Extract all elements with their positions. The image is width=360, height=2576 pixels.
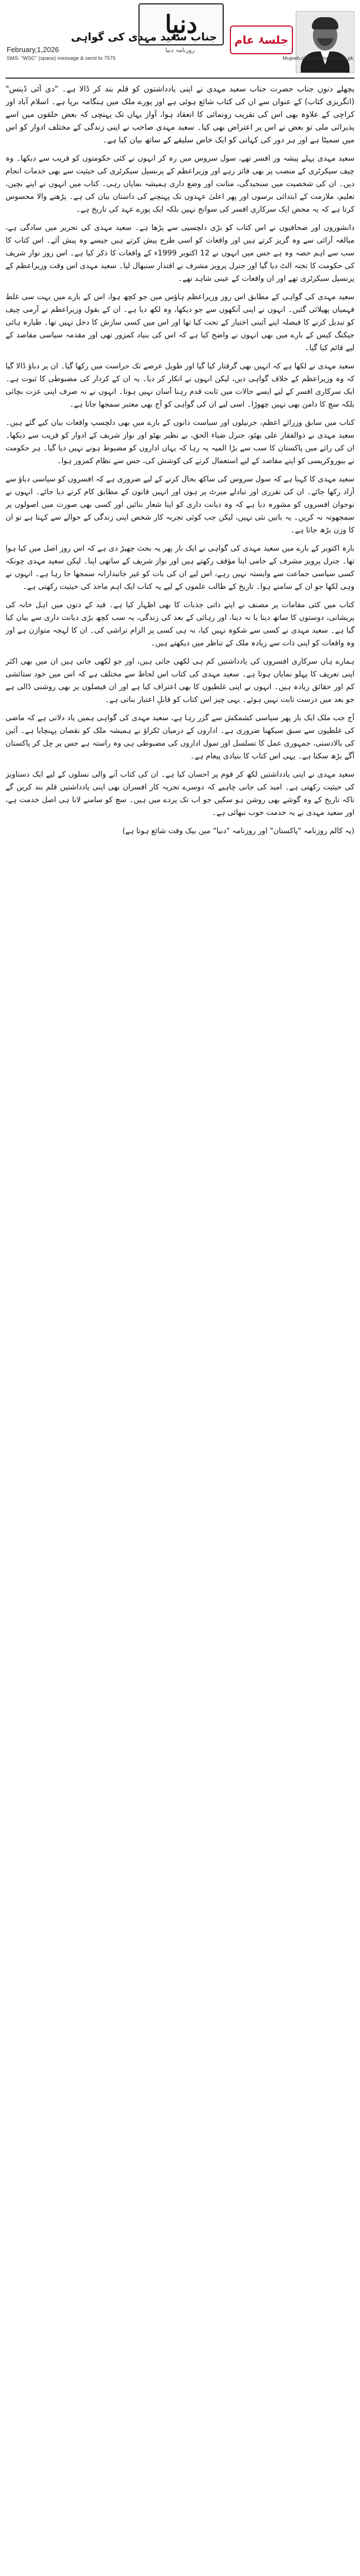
article-paragraph: پچھلے دنوں جناب حضرت جناب سعید مہدی نے اپنی یادداشتوں کو قلم بند کر ڈالا ہے۔ "دی آئی ڈینس" (انگریزی کتاب) کے عنوان سے ان کی کتاب شائع ہوئی ہے اور پورے ملک میں ہنگامہ برپا ہے۔ اسلام آباد اور کراچی کے علاوہ بھی اس کی تقریب رونمائی کا انعقاد ہوا، آواز یہاں تک پہنچی کہ بعض حلقوں میں اسے پذیرائی ملی تو بعض نے اس پر اعتراض بھی کیا۔ سعید مہدی صاحب نے اپنی زندگی کے مختلف ادوار کو اس میں سمیٹا ہے اور ہر دور کی کہانی کو ایک خاص سلیقے کے ساتھ بیان کیا ہے۔ — [6, 85, 354, 145]
article-paragraph: بارہ اکتوبر کے بارے میں سعید مہدی کی گواہی نے ایک بار پھر یہ بحث چھیڑ دی ہے کہ اس روز اصل میں کیا ہوا تھا۔ جنرل پرویز مشرف کے حامی اپنا مؤقف رکھتے ہیں اور نواز شریف کے ساتھی اپنا۔ لیکن سعید مہدی چونکہ کسی سیاسی جماعت سے وابستہ نہیں رہے، اس لیے ان کی بات کو غیر جانبدارانہ سمجھا جا رہا ہے۔ انہوں نے وہی لکھا جو ان کے سامنے ہوا۔ تاریخ کے طالب علموں کے لیے یہ کتاب ایک اہم ماخذ کی حیثیت رکھتی ہے۔ — [6, 544, 354, 591]
article-paragraph: کتاب میں کئی مقامات پر مصنف نے اپنے ذاتی جذبات کا بھی اظہار کیا ہے۔ قید کے دنوں میں اہل خانہ کی پریشانی، دوستوں کا ساتھ دینا یا نہ دینا، اور رہائی کے بعد کی زندگی، یہ سب کچھ بڑی دیانت داری سے بیان کیا گیا ہے۔ سعید مہدی نے کسی سے شکوہ نہیں کیا، نہ ہی کسی پر الزام تراشی کی۔ ان کا لہجہ متوازن ہے اور وہ واقعات کو اپنی ذات سے زیادہ ملک کے تناظر میں دیکھتے ہیں۔ — [6, 601, 354, 648]
article-paragraph: کتاب میں سابق وزرائے اعظم، جرنیلوں اور سیاست دانوں کے بارے میں بھی دلچسپ واقعات بیان کیے گئے ہیں۔ سعید مہدی نے ذوالفقار علی بھٹو، جنرل ضیاء الحق، بے نظیر بھٹو اور نواز شریف کے ادوار کو قریب سے دیکھا۔ ان کی رائے میں پاکستان کا سب سے بڑا المیہ یہ رہا کہ یہاں اداروں کو مضبوط ہونے نہیں دیا گیا۔ ہر حکومت نے بیوروکریسی کو اپنے مقاصد کے لیے استعمال کرنے کی کوشش کی، جس سے نظام کمزور ہوا۔ — [6, 418, 354, 465]
column-masthead — [0, 0, 360, 83]
article-paragraph: ہمارے ہاں سرکاری افسروں کی یادداشتیں کم ہی لکھی جاتی ہیں، اور جو لکھی جاتی ہیں ان میں بھی اکثر اپنی تعریف کا پہلو نمایاں ہوتا ہے۔ سعید مہدی کی کتاب اس لحاظ سے مختلف ہے کہ اس میں خود ستائشی کم اور حقائق زیادہ ہیں۔ انہوں نے اپنی غلطیوں کا بھی اعتراف کیا ہے اور ان فیصلوں پر بھی روشنی ڈالی ہے جو بعد میں درست ثابت نہیں ہوئے۔ یہی چیز اس کتاب کو قابلِ اعتبار بناتی ہے۔ — [6, 657, 354, 704]
article-body — [6, 83, 354, 2570]
article-paragraph: سعید مہدی پہلے پیشہ ور افسر تھے، سول سروس میں رہ کر انہوں نے کئی حکومتوں کو قریب سے دیکھا۔ وہ چیف سیکرٹری کے منصب پر بھی فائز رہے اور وزیراعظم کے پرنسپل سیکرٹری کی حیثیت سے بھی خدمات انجام دیں۔ ان کی شخصیت میں سنجیدگی، متانت اور وضع داری ہمیشہ نمایاں رہی۔ کتاب میں انہوں نے اپنے بچپن، تعلیم، ملازمت کے ابتدائی برسوں اور پھر اعلیٰ عہدوں تک پہنچنے کی داستان بیان کی ہے۔ پڑھنے والا محسوس کرتا ہے کہ یہ محض ایک سرکاری افسر کی سوانح نہیں بلکہ ایک پورے عہد کی تاریخ ہے۔ — [6, 154, 354, 214]
article-paragraph: سعید مہدی نے لکھا ہے کہ انہیں بھی گرفتار کیا گیا اور طویل عرصے تک حراست میں رکھا گیا۔ ان پر دباؤ ڈالا گیا کہ وہ وزیراعظم کے خلاف گواہی دیں، لیکن انہوں نے انکار کر دیا۔ یہ ان کے کردار کی مضبوطی کا ثبوت ہے۔ ایک سرکاری افسر کے لیے ایسے حالات میں ثابت قدم رہنا آسان نہیں ہوتا۔ انہوں نے نہ صرف اپنی عزت بچائی بلکہ سچ کا دامن بھی نہیں چھوڑا۔ اسی لیے ان کی گواہی کو آج بھی معتبر سمجھا جاتا ہے۔ — [6, 362, 354, 409]
article-paragraph: آج جب ملک ایک بار پھر سیاسی کشمکش سے گزر رہا ہے، سعید مہدی کی گواہی ہمیں یاد دلاتی ہے کہ ماضی کی غلطیوں سے سبق سیکھنا ضروری ہے۔ اداروں کے درمیان ٹکراؤ نے ہمیشہ ملک کو نقصان پہنچایا ہے۔ آئین کی بالادستی، جمہوری عمل کا تسلسل اور سول اداروں کی مضبوطی ہی وہ راستہ ہے جس پر چل کر پاکستان آگے بڑھ سکتا ہے۔ یہی اس کتاب کا بنیادی پیغام ہے۔ — [6, 714, 354, 761]
logo-wordmark: دنیا — [164, 10, 198, 39]
column-title: جناب سعید مہدی کی گواہی — [71, 31, 217, 43]
sms-instructions: SMS: "WSC" (space) message & send to 7575 — [7, 55, 116, 61]
article-footer-note: (یہ کالم روزنامہ "پاکستان" اور روزنامہ "دنیا" میں بیک وقت شائع ہوتا ہے) — [122, 827, 354, 835]
column-brand-badge: جلسۂ عام — [230, 25, 293, 54]
article-paragraph: سعید مہدی نے اپنی یادداشتیں لکھ کر قوم پر احسان کیا ہے۔ ان کی کتاب آنے والی نسلوں کے لیے ایک دستاویز کی حیثیت رکھتی ہے۔ امید کی جانی چاہیے کہ دوسرے تجربہ کار افسران بھی اپنی یادداشتیں قلم بند کریں گے تاکہ تاریخ کے وہ گوشے بھی روشن ہو سکیں جو اب تک پردے میں ہیں۔ سچ کو سامنے لانا ہی اصل خدمت ہے، اور سعید مہدی نے یہ خدمت خوب نبھائی ہے۔ — [6, 770, 354, 817]
portrait-hair — [312, 17, 338, 29]
article-paragraph: دانشوروں اور صحافیوں نے اس کتاب کو بڑی دلچسپی سے پڑھا ہے۔ سعید مہدی کی تحریر میں سادگی ہے، مبالغہ آرائی سے وہ گریز کرتے ہیں اور واقعات کو اسی طرح پیش کرتے ہیں جیسے وہ پیش آئے۔ اس کتاب کا سب سے اہم حصہ وہ ہے جس میں انہوں نے 12 اکتوبر 1999ء کے واقعات کا ذکر کیا ہے۔ اس روز نواز شریف کی حکومت کا تختہ الٹ دیا گیا اور جنرل پرویز مشرف نے اقتدار سنبھال لیا۔ سعید مہدی اس وقت وزیراعظم کے پرنسپل سیکرٹری تھے اور ان واقعات کے عینی شاہد تھے۔ — [6, 223, 354, 283]
publish-date: February,1,2026 — [7, 45, 59, 54]
header-divider — [6, 78, 354, 79]
article-paragraph: سعید مہدی کی گواہی کے مطابق اس روز وزیراعظم ہاؤس میں جو کچھ ہوا، اس کے بارے میں بہت سی غلط فہمیاں پھیلائی گئیں۔ انہوں نے اپنی آنکھوں سے جو دیکھا، وہ لکھ دیا ہے۔ ان کے بقول وزیراعظم نے آرمی چیف کو تبدیل کرنے کا فیصلہ اپنے آئینی اختیار کے تحت کیا تھا اور اس میں کسی سازش کا دخل نہیں تھا۔ طیارہ ہائی جیکنگ کیس کے بارے میں بھی انہوں نے واضح کیا ہے کہ اس کی بنیاد کمزور تھی اور مقدمہ سیاسی مقاصد کے لیے قائم کیا گیا۔ — [6, 293, 354, 352]
author-email[interactable]: Mujeeb.shami@dunya.com.pk — [282, 55, 353, 61]
logo-caption: روزنامہ دنیا — [165, 47, 195, 54]
article-paragraph: سعید مہدی کا کہنا ہے کہ سول سروس کی ساکھ بحال کرنے کے لیے ضروری ہے کہ افسروں کو سیاسی دباؤ سے آزاد رکھا جائے۔ ان کی تقرری اور تبادلے میرٹ پر ہوں اور انہیں قانون کے مطابق کام کرنے دیا جائے۔ انہوں نے نوجوان افسروں کو مشورہ دیا ہے کہ وہ دیانت داری کو اپنا شعار بنائیں اور کسی بھی صورت میں اصولوں پر سمجھوتہ نہ کریں۔ یہ باتیں نئی نہیں، لیکن جب کوئی تجربہ کار شخص اپنی زندگی کے حوالے سے کہتا ہے تو ان کا وزن بڑھ جاتا ہے۔ — [6, 475, 354, 535]
columnist-portrait — [296, 11, 354, 73]
